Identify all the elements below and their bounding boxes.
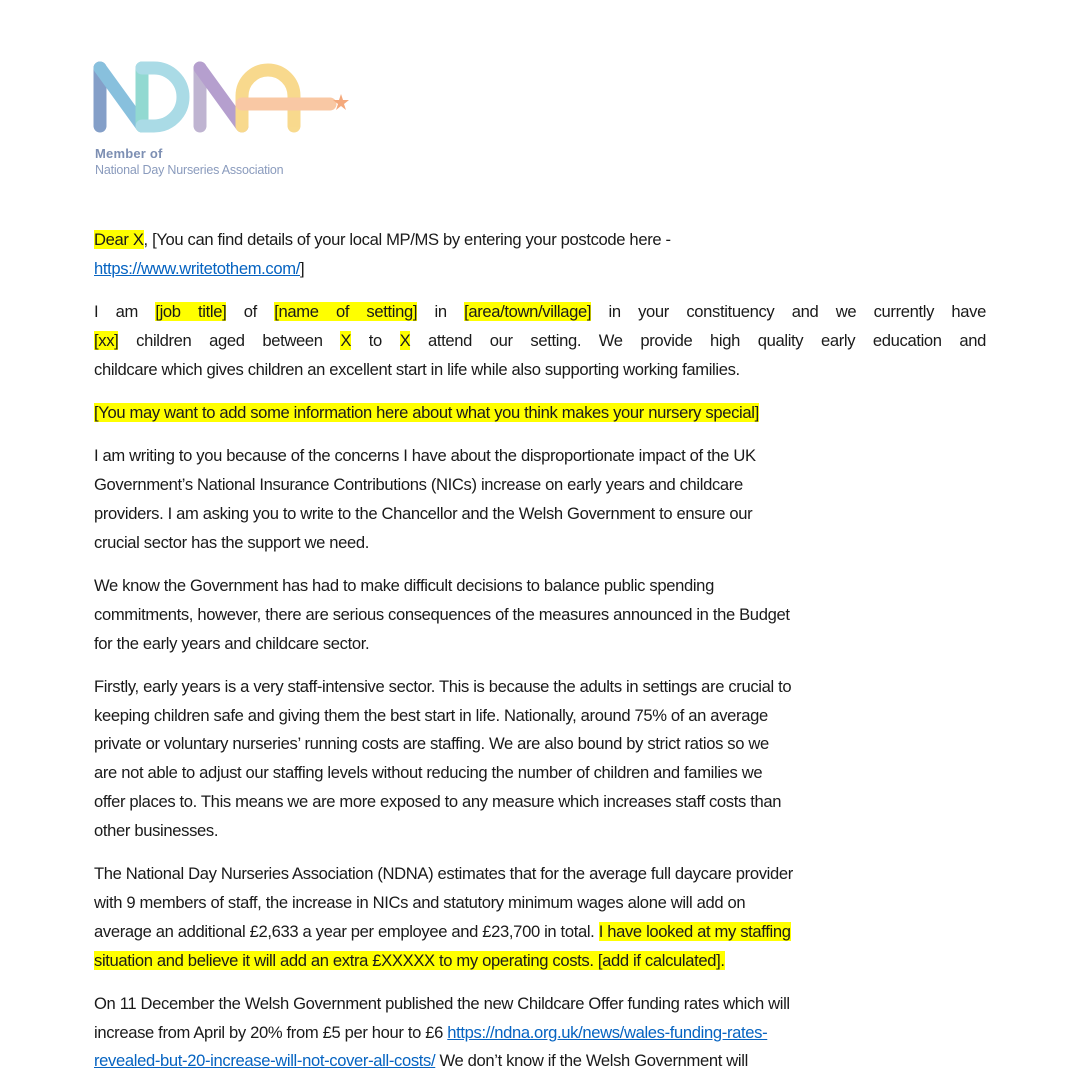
paragraph-line: private or voluntary nurseries’ running costs are staffing. We are also bound by strict ratios so we xyxy=(94,734,769,754)
age-to-placeholder[interactable]: X xyxy=(399,330,411,350)
paragraph-line: for the early years and childcare sector. xyxy=(94,633,370,653)
special-prompt-paragraph xyxy=(94,399,986,428)
welsh-rates-paragraph xyxy=(94,990,986,1076)
children-count-placeholder[interactable]: [xx] xyxy=(94,330,119,350)
paragraph-line: are not able to adjust our staffing levels without reducing the number of children and families we xyxy=(94,763,763,783)
greeting-instruction: , [You can find details of your local MP/MS by entering your postcode here - xyxy=(143,230,671,249)
intro-text: children aged between xyxy=(118,330,341,350)
writetothem-link[interactable]: https://www.writetothem.com/ xyxy=(94,258,300,278)
paragraph-line: crucial sector has the support we need. xyxy=(94,532,370,552)
ndna-logo-mark xyxy=(92,56,352,141)
ndna-news-link-continued[interactable]: revealed-but-20-increase-will-not-cover-all-costs/ xyxy=(94,1051,436,1071)
paragraph-line: average an additional £2,633 a year per employee and £23,700 in total. xyxy=(94,921,599,941)
paragraph-line: other businesses. xyxy=(94,820,219,840)
job-title-placeholder[interactable]: [job title] xyxy=(155,302,227,322)
member-of-label: Member of xyxy=(95,146,163,161)
intro-paragraph xyxy=(94,298,986,384)
paragraph-line: Firstly, early years is a very staff-intensive sector. This is because the adults in settings are crucial to xyxy=(94,676,792,696)
paragraph-line: We know the Government has had to make difficult decisions to balance public spending xyxy=(94,575,714,595)
paragraph-line: I am writing to you because of the concerns I have about the disproportionate impact of the UK xyxy=(94,446,756,466)
paragraph-line: The National Day Nurseries Association (NDNA) estimates that for the average full daycare provider xyxy=(94,864,793,884)
staffing-cost-placeholder[interactable]: I have looked at my staffing xyxy=(598,921,791,941)
concerns-paragraph xyxy=(94,442,986,557)
intro-text: to xyxy=(351,330,400,350)
intro-text: in xyxy=(417,302,465,322)
special-prompt-placeholder[interactable]: [You may want to add some information here about what you think makes your nursery special] xyxy=(94,402,759,422)
ndna-logo xyxy=(92,56,352,182)
paragraph-line: increase from April by 20% from £5 per hour to £6 xyxy=(94,1022,448,1042)
estimates-paragraph xyxy=(94,860,986,975)
intro-text: childcare which gives children an excellent start in life while also supporting working families. xyxy=(94,359,740,379)
ndna-news-link[interactable]: https://ndna.org.uk/news/wales-funding-rates- xyxy=(447,1022,768,1042)
salutation-placeholder[interactable]: Dear X xyxy=(94,230,144,249)
paragraph-line: keeping children safe and giving them the best start in life. Nationally, around 75% of an average xyxy=(94,705,768,725)
decisions-paragraph xyxy=(94,572,986,658)
association-name: National Day Nurseries Association xyxy=(95,163,284,177)
paragraph-line: commitments, however, there are serious consequences of the measures announced in the Budget xyxy=(94,604,790,624)
intro-text: I am xyxy=(94,302,156,322)
setting-name-placeholder[interactable]: [name of setting] xyxy=(274,302,418,322)
paragraph-line: offer places to. This means we are more exposed to any measure which increases staff costs than xyxy=(94,792,782,812)
paragraph-line: providers. I am asking you to write to the Chancellor and the Welsh Government to ensure our xyxy=(94,503,753,523)
intro-text: of xyxy=(226,302,275,322)
staffing-cost-placeholder-continued[interactable]: situation and believe it will add an extra £XXXXX to my operating costs. [add if calculated]. xyxy=(94,950,725,970)
paragraph-line: Government’s National Insurance Contributions (NICs) increase on early years and childcare xyxy=(94,475,743,495)
staffing-paragraph xyxy=(94,673,986,846)
letter-body xyxy=(94,226,986,1091)
paragraph-line: with 9 members of staff, the increase in NICs and statutory minimum wages alone will add on xyxy=(94,892,746,912)
intro-text: attend our setting. We provide high quality early education and xyxy=(410,330,987,350)
closing-bracket: ] xyxy=(299,258,305,278)
intro-text: in your constituency and we currently have xyxy=(591,302,986,322)
age-from-placeholder[interactable]: X xyxy=(340,330,352,350)
paragraph-line: On 11 December the Welsh Government published the new Childcare Offer funding rates which will xyxy=(94,993,790,1013)
area-placeholder[interactable]: [area/town/village] xyxy=(464,302,592,322)
paragraph-line: We don’t know if the Welsh Government will xyxy=(435,1051,748,1071)
greeting-paragraph xyxy=(94,226,986,284)
